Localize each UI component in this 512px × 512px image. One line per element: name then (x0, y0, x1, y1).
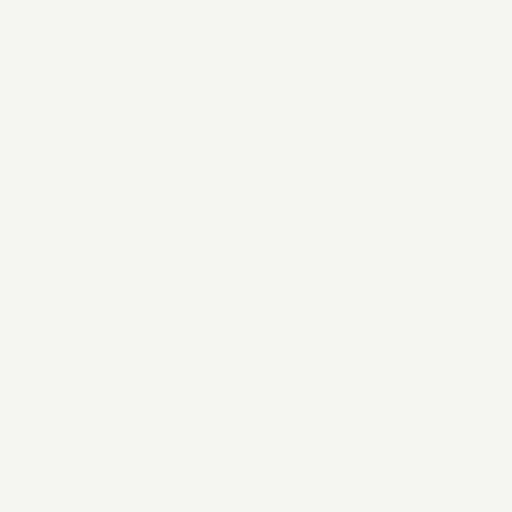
column-right (346, 6, 506, 508)
text-columns (6, 6, 506, 508)
column-left (6, 6, 166, 508)
column-middle (176, 6, 336, 508)
